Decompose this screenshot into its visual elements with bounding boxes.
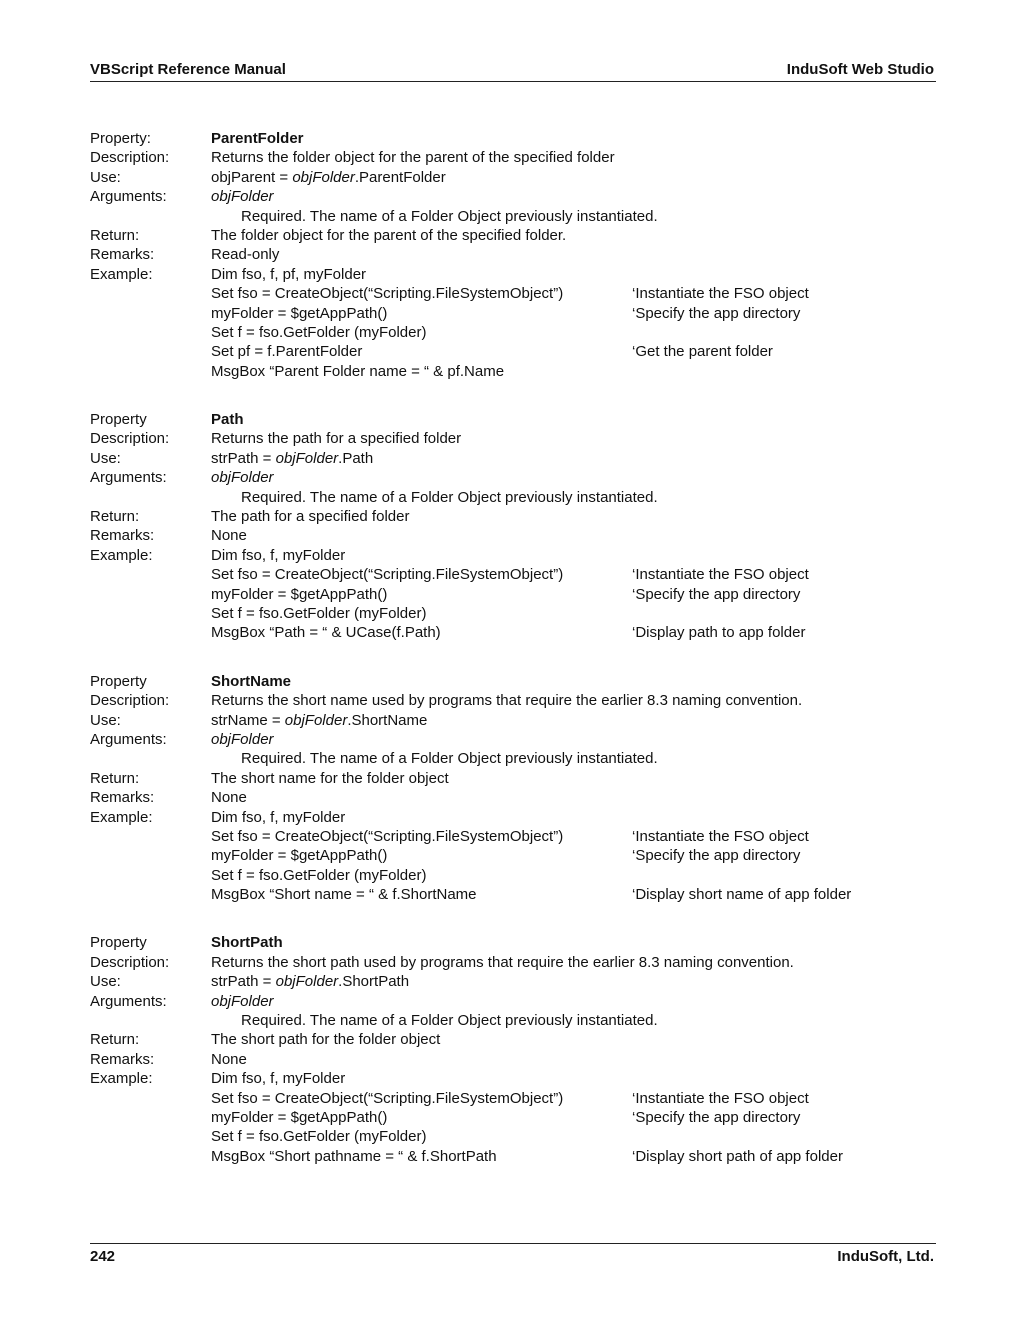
remarks-label: Remarks: (90, 789, 155, 807)
return-row (90, 769, 936, 788)
example-line (90, 623, 936, 642)
use-label: Use: (90, 168, 121, 186)
property-entry (90, 933, 936, 1166)
arguments-label: Arguments: (90, 188, 167, 206)
example-line (90, 323, 936, 342)
argument-description-row (90, 488, 936, 507)
example-code: myFolder = $getAppPath() (211, 585, 388, 603)
example-code: Set f = fso.GetFolder (myFolder) (211, 604, 427, 622)
argument-name: objFolder (211, 188, 274, 206)
arguments-label: Arguments: (90, 992, 167, 1010)
property-name: ShortName (211, 672, 292, 690)
example-code: Dim fso, f, pf, myFolder (211, 265, 367, 283)
example-line (90, 1127, 936, 1146)
property-label: Property (90, 411, 147, 429)
property-row (90, 672, 936, 691)
return-label: Return: (90, 226, 140, 244)
remarks-label: Remarks: (90, 527, 155, 545)
example-line (90, 565, 936, 584)
example-code: myFolder = $getAppPath() (211, 847, 388, 865)
example-comment: ‘Specify the app directory (632, 304, 801, 322)
use-label: Use: (90, 973, 121, 991)
remarks-label: Remarks: (90, 246, 155, 264)
example-code: myFolder = $getAppPath() (211, 304, 388, 322)
description-label: Description: (90, 953, 170, 971)
use-row (90, 711, 936, 730)
return-row (90, 226, 936, 245)
use-row (90, 972, 936, 991)
remarks-text: None (211, 1050, 247, 1068)
argument-description-row (90, 207, 936, 226)
use-syntax (211, 711, 427, 730)
example-comment: ‘Specify the app directory (632, 847, 801, 865)
description-text: Returns the short path used by programs that require the earlier 8.3 naming convention. (211, 953, 794, 971)
remarks-label: Remarks: (90, 1050, 155, 1068)
description-row (90, 429, 936, 448)
use-object: objFolder (275, 449, 339, 467)
use-syntax (211, 972, 409, 991)
arguments-row (90, 187, 936, 206)
example-code: Set f = fso.GetFolder (myFolder) (211, 323, 427, 341)
argument-description-row (90, 749, 936, 768)
property-label: Property (90, 672, 147, 690)
page-footer (90, 1243, 936, 1266)
property-entry (90, 672, 936, 905)
example-code: Dim fso, f, myFolder (211, 808, 346, 826)
use-prefix: strPath = (211, 449, 276, 467)
remarks-text: None (211, 789, 247, 807)
example-line (90, 808, 936, 827)
example-line (90, 546, 936, 565)
property-row (90, 410, 936, 429)
return-text: The path for a specified folder (211, 508, 410, 526)
page-number: 242 (90, 1248, 116, 1265)
use-object: objFolder (284, 711, 348, 729)
argument-description: Required. The name of a Folder Object previously instantiated. (241, 207, 658, 225)
example-line (90, 342, 936, 361)
return-text: The folder object for the parent of the specified folder. (211, 226, 567, 244)
example-line (90, 585, 936, 604)
example-line (90, 304, 936, 323)
example-line (90, 1089, 936, 1108)
use-row (90, 168, 936, 187)
use-suffix: .ShortPath (338, 973, 410, 991)
description-label: Description: (90, 430, 170, 448)
example-line (90, 604, 936, 623)
description-label: Description: (90, 149, 170, 167)
example-comment: ‘Instantiate the FSO object (632, 285, 809, 303)
property-name: ParentFolder (211, 130, 304, 147)
description-row (90, 148, 936, 167)
return-row (90, 1030, 936, 1049)
return-label: Return: (90, 1031, 140, 1049)
example-label: Example: (90, 546, 153, 564)
example-code: MsgBox “Short pathname = “ & f.ShortPath (211, 1147, 497, 1165)
argument-description: Required. The name of a Folder Object previously instantiated. (241, 1012, 658, 1030)
example-line (90, 885, 936, 904)
return-label: Return: (90, 508, 140, 526)
arguments-row (90, 992, 936, 1011)
property-row (90, 933, 936, 952)
example-line (90, 846, 936, 865)
use-object: objFolder (292, 168, 355, 186)
example-code: Set fso = CreateObject(“Scripting.FileSystemObject”) (211, 827, 564, 845)
use-suffix: .Path (338, 449, 374, 467)
example-line (90, 284, 936, 303)
use-object: objFolder (275, 973, 339, 991)
property-entry (90, 410, 936, 643)
example-line (90, 827, 936, 846)
example-comment: ‘Display short path of app folder (632, 1147, 843, 1165)
return-text: The short name for the folder object (211, 769, 449, 787)
example-code: Set fso = CreateObject(“Scripting.FileSystemObject”) (211, 566, 564, 584)
property-row (90, 129, 936, 148)
example-code: MsgBox “Parent Folder name = “ & pf.Name (211, 362, 505, 380)
argument-name: objFolder (211, 469, 274, 487)
example-code: Set pf = f.ParentFolder (211, 343, 363, 361)
use-prefix: strPath = (211, 973, 276, 991)
reference-content (90, 129, 936, 1166)
example-comment: ‘Display short name of app folder (632, 886, 852, 904)
argument-description-row (90, 1011, 936, 1030)
property-label: Property: (90, 130, 151, 147)
example-code: MsgBox “Path = “ & UCase(f.Path) (211, 624, 441, 642)
description-label: Description: (90, 692, 170, 710)
property-entry (90, 129, 936, 381)
description-row (90, 691, 936, 710)
example-code: MsgBox “Short name = “ & f.ShortName (211, 886, 477, 904)
example-label: Example: (90, 265, 153, 283)
example-code: Dim fso, f, myFolder (211, 1070, 346, 1088)
page-header (90, 61, 936, 82)
example-comment: ‘Specify the app directory (632, 1108, 801, 1126)
argument-name: objFolder (211, 992, 274, 1010)
example-code: Set fso = CreateObject(“Scripting.FileSystemObject”) (211, 285, 564, 303)
return-label: Return: (90, 769, 140, 787)
arguments-label: Arguments: (90, 469, 167, 487)
example-comment: ‘Get the parent folder (632, 343, 773, 361)
use-syntax (211, 168, 446, 187)
use-syntax (211, 449, 373, 468)
example-line (90, 1108, 936, 1127)
manual-title: VBScript Reference Manual (90, 61, 286, 78)
remarks-row (90, 526, 936, 545)
description-text: Returns the path for a specified folder (211, 430, 462, 448)
example-label: Example: (90, 808, 153, 826)
example-line (90, 866, 936, 885)
use-suffix: .ParentFolder (354, 168, 446, 186)
remarks-text: Read-only (211, 246, 280, 264)
example-comment: ‘Specify the app directory (632, 585, 801, 603)
property-label: Property (90, 934, 147, 952)
use-prefix: strName = (211, 711, 285, 729)
description-text: Returns the folder object for the parent of the specified folder (211, 149, 615, 167)
remarks-row (90, 1050, 936, 1069)
example-comment: ‘Instantiate the FSO object (632, 566, 809, 584)
property-name: Path (211, 411, 244, 429)
example-line (90, 362, 936, 381)
example-code: Set fso = CreateObject(“Scripting.FileSystemObject”) (211, 1089, 564, 1107)
property-name: ShortPath (211, 934, 283, 952)
example-code: Set f = fso.GetFolder (myFolder) (211, 1128, 427, 1146)
company-name: InduSoft, Ltd. (837, 1248, 934, 1265)
remarks-text: None (211, 527, 247, 545)
example-comment: ‘Display path to app folder (632, 624, 806, 642)
use-suffix: .ShortName (347, 711, 428, 729)
argument-description: Required. The name of a Folder Object previously instantiated. (241, 750, 658, 768)
product-name: InduSoft Web Studio (786, 61, 934, 78)
argument-description: Required. The name of a Folder Object previously instantiated. (241, 488, 658, 506)
remarks-row (90, 245, 936, 264)
example-line (90, 1147, 936, 1166)
use-label: Use: (90, 449, 121, 467)
example-line (90, 265, 936, 284)
description-text: Returns the short name used by programs that require the earlier 8.3 naming convention. (211, 692, 803, 710)
arguments-label: Arguments: (90, 730, 167, 748)
return-row (90, 507, 936, 526)
example-comment: ‘Instantiate the FSO object (632, 1089, 809, 1107)
example-label: Example: (90, 1070, 153, 1088)
example-code: Dim fso, f, myFolder (211, 546, 346, 564)
return-text: The short path for the folder object (211, 1031, 441, 1049)
example-comment: ‘Instantiate the FSO object (632, 827, 809, 845)
argument-name: objFolder (211, 730, 274, 748)
description-row (90, 953, 936, 972)
example-code: Set f = fso.GetFolder (myFolder) (211, 866, 427, 884)
use-label: Use: (90, 711, 121, 729)
arguments-row (90, 468, 936, 487)
arguments-row (90, 730, 936, 749)
example-code: myFolder = $getAppPath() (211, 1108, 388, 1126)
remarks-row (90, 788, 936, 807)
use-prefix: objParent = (211, 168, 293, 186)
example-line (90, 1069, 936, 1088)
use-row (90, 449, 936, 468)
